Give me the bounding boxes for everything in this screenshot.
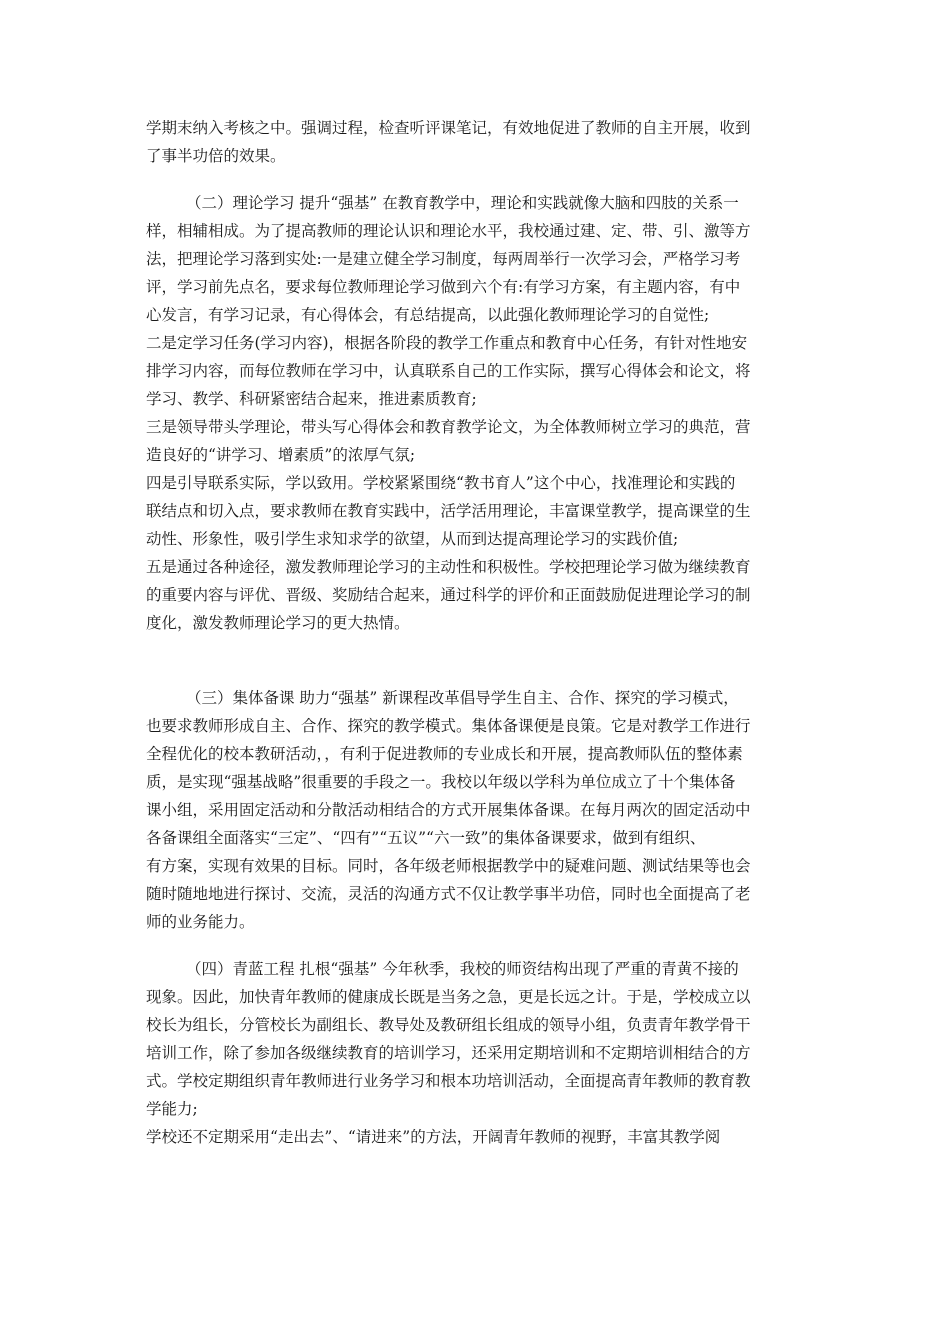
text-line: 样，相辅相成。为了提高教师的理论认识和理论水平，我校通过建、定、带、引、激等方 <box>146 222 751 240</box>
text-line: 学校还不定期采用“走出去”、“请进来”的方法，开阔青年教师的视野，丰富其教学阅 <box>146 1128 721 1146</box>
text-line: 法，把理论学习落到实处:一是建立健全学习制度，每两周举行一次学习会，严格学习考 <box>146 250 741 268</box>
text-line: 校长为组长，分管校长为副组长、教导处及教研组长组成的领导小组，负责青年教学骨干 <box>146 1016 751 1034</box>
text-line: 二是定学习任务(学习内容)，根据各阶段的教学工作重点和教育中心任务，有针对性地安 <box>146 334 748 352</box>
text-line: 心发言，有学习记录，有心得体会，有总结提高，以此强化教师理论学习的自觉性; <box>146 306 710 324</box>
text-line: 师的业务能力。 <box>146 913 255 931</box>
text-line: 各备课组全面落实“三定”、“四有”“五议”“六一致”的集体备课要求，做到有组织、 <box>146 829 706 847</box>
text-line: 度化，激发教师理论学习的更大热情。 <box>146 614 410 632</box>
text-line: 质，是实现“强基战略”很重要的手段之一。我校以年级以学科为单位成立了十个集体备 <box>146 773 736 791</box>
paragraph-4-blue-green-project <box>146 955 806 1151</box>
text-line: 学能力; <box>146 1100 198 1118</box>
text-line: 联结点和切入点，要求教师在教育实践中，活学活用理论，丰富课堂教学，提高课堂的生 <box>146 502 751 520</box>
text-line: 三是领导带头学理论，带头写心得体会和教育教学论文，为全体教师树立学习的典范，营 <box>146 418 751 436</box>
section-heading-line: （四）青蓝工程 扎根“强基” 今年秋季，我校的师资结构出现了严重的青黄不接的 <box>186 960 739 978</box>
text-line: 式。学校定期组织青年教师进行业务学习和根本功培训活动，全面提高青年教师的教育教 <box>146 1072 751 1090</box>
text-line: 的重要内容与评优、晋级、奖励结合起来，通过科学的评价和正面鼓励促进理论学习的制 <box>146 586 751 604</box>
text-line: 五是通过各种途径，激发教师理论学习的主动性和积极性。学校把理论学习做为继续教育 <box>146 558 751 576</box>
paragraph-2-theory-study <box>146 189 806 665</box>
text-line <box>146 637 806 665</box>
paragraph-3-collective-lesson-prep <box>146 684 806 936</box>
text-line: 课小组，采用固定活动和分散活动相结合的方式开展集体备课。在每月两次的固定活动中 <box>146 801 751 819</box>
text-line: 有方案，实现有效果的目标。同时，各年级老师根据教学中的疑难问题、测试结果等也会 <box>146 857 751 875</box>
document-page <box>146 114 806 1151</box>
text-line: 排学习内容，而每位教师在学习中，认真联系自己的工作实际，撰写心得体会和论文，将 <box>146 362 751 380</box>
text-line: 全程优化的校本教研活动，，有利于促进教师的专业成长和开展，提高教师队伍的整体素 <box>146 745 743 763</box>
text-line: 现象。因此，加快青年教师的健康成长既是当务之急，更是长远之计。于是，学校成立以 <box>146 988 751 1006</box>
text-line: 学期末纳入考核之中。强调过程，检查听评课笔记，有效地促进了教师的自主开展，收到 <box>146 119 751 137</box>
text-line: 造良好的“讲学习、增素质”的浓厚气氛; <box>146 446 416 464</box>
text-line: 动性、形象性，吸引学生求知求学的欲望，从而到达提高理论学习的实践价值; <box>146 530 679 548</box>
text-line: 评，学习前先点名，要求每位教师理论学习做到六个有:有学习方案，有主题内容，有中 <box>146 278 741 296</box>
text-line: 随时随地地进行探讨、交流，灵活的沟通方式不仅让教学事半功倍，同时也全面提高了老 <box>146 885 751 903</box>
paragraph-1 <box>146 114 806 170</box>
text-line: 也要求教师形成自主、合作、探究的教学模式。集体备课便是良策。它是对教学工作进行 <box>146 717 751 735</box>
section-heading-line: （二）理论学习 提升“强基” 在教育教学中，理论和实践就像大脑和四肢的关系一 <box>186 194 739 212</box>
text-line: 学习、教学、科研紧密结合起来，推进素质教育; <box>146 390 477 408</box>
text-line: 培训工作，除了参加各级继续教育的培训学习，还采用定期培训和不定期培训相结合的方 <box>146 1044 751 1062</box>
text-line: 了事半功倍的效果。 <box>146 147 286 165</box>
section-heading-line: （三）集体备课 助力“强基” 新课程改革倡导学生自主、合作、探究的学习模式， <box>186 689 739 707</box>
text-line: 四是引导联系实际，学以致用。学校紧紧围绕“教书育人”这个中心，找准理论和实践的 <box>146 474 736 492</box>
